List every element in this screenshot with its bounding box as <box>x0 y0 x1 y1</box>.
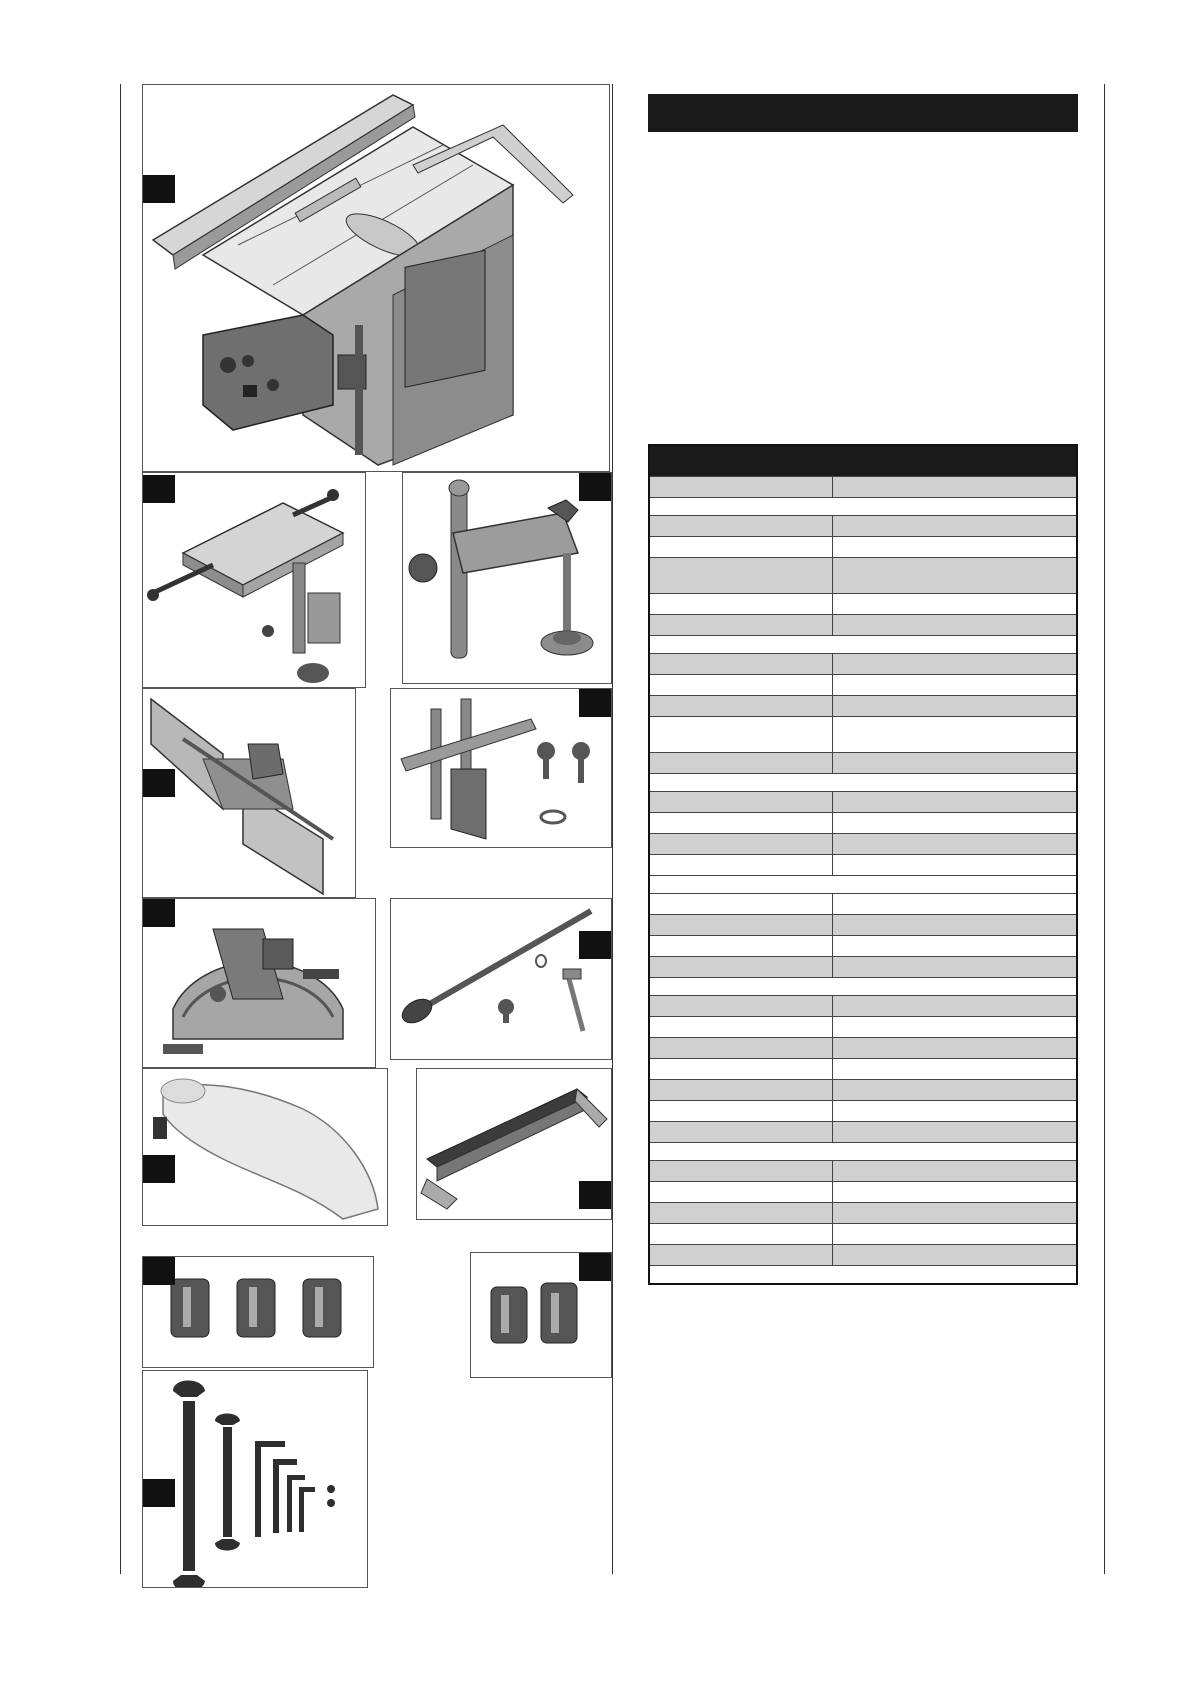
spec-row <box>650 1244 1076 1265</box>
spec-key <box>650 894 833 914</box>
panel-label-11 <box>579 1253 611 1281</box>
spec-key <box>650 675 833 695</box>
spec-row <box>650 1100 1076 1121</box>
panel-label-4 <box>143 769 175 797</box>
panel-label-3 <box>579 473 611 501</box>
spec-value <box>833 1224 1076 1244</box>
clamp-panel <box>402 472 612 684</box>
spec-table-title <box>650 446 1076 476</box>
spec-value <box>833 996 1076 1016</box>
column-divider-rule <box>612 84 613 1574</box>
spec-row <box>650 515 1076 536</box>
spec-key <box>650 996 833 1016</box>
spec-group-row <box>650 773 1076 791</box>
collets-two-panel <box>470 1252 612 1378</box>
spec-value <box>833 1203 1076 1223</box>
spec-value <box>833 1101 1076 1121</box>
spec-group-row <box>650 875 1076 893</box>
spec-key <box>650 537 833 557</box>
spec-row <box>650 614 1076 635</box>
spec-value <box>833 813 1076 833</box>
blade-guard-drawing <box>143 1069 387 1225</box>
panel-label-7 <box>579 931 611 959</box>
spec-value <box>833 1245 1076 1265</box>
spec-key <box>650 477 833 497</box>
specification-table <box>648 444 1078 1285</box>
spec-key <box>650 1017 833 1037</box>
spec-value <box>833 753 1076 773</box>
spec-value <box>833 654 1076 674</box>
section-title-bar <box>648 94 1078 132</box>
spec-key <box>650 696 833 716</box>
spec-row <box>650 695 1076 716</box>
spec-group-label <box>650 1143 1076 1160</box>
spec-key <box>650 1203 833 1223</box>
spec-key <box>650 1038 833 1058</box>
spec-value <box>833 834 1076 854</box>
spanners-and-hex-keys-drawing <box>143 1371 367 1587</box>
panel-label-6 <box>143 899 175 927</box>
spec-key <box>650 1101 833 1121</box>
spec-table-body <box>650 476 1076 1283</box>
spec-key <box>650 1245 833 1265</box>
spec-row <box>650 1016 1076 1037</box>
spec-group-row <box>650 635 1076 653</box>
spec-key <box>650 1122 833 1142</box>
spec-value <box>833 558 1076 593</box>
spec-key <box>650 516 833 536</box>
spec-group-label <box>650 636 1076 653</box>
spec-value <box>833 615 1076 635</box>
bracket-kit-drawing <box>391 689 611 847</box>
spec-row <box>650 812 1076 833</box>
spec-key <box>650 717 833 752</box>
spec-row <box>650 476 1076 497</box>
spec-row <box>650 914 1076 935</box>
spec-key <box>650 792 833 812</box>
spec-group-label <box>650 876 1076 893</box>
spec-row <box>650 557 1076 593</box>
spec-key <box>650 834 833 854</box>
long-fence-panel <box>416 1068 612 1220</box>
spec-key <box>650 1080 833 1100</box>
spec-row <box>650 1121 1076 1142</box>
spec-value <box>833 936 1076 956</box>
spec-value <box>833 915 1076 935</box>
spec-row <box>650 833 1076 854</box>
spec-row <box>650 674 1076 695</box>
tools-panel <box>142 1370 368 1588</box>
panel-label-9 <box>579 1181 611 1209</box>
panel-label-5 <box>579 689 611 717</box>
spec-row <box>650 653 1076 674</box>
spec-key <box>650 813 833 833</box>
sliding-table-drawing <box>143 473 365 687</box>
bracket-kit-panel <box>390 688 612 848</box>
spec-key <box>650 855 833 875</box>
spec-row <box>650 893 1076 914</box>
spec-value <box>833 717 1076 752</box>
spec-key <box>650 615 833 635</box>
rod-panel <box>390 898 612 1060</box>
spec-value <box>833 792 1076 812</box>
spec-value <box>833 537 1076 557</box>
panel-label-8 <box>143 1155 175 1183</box>
spec-group-label <box>650 498 1076 515</box>
spec-row <box>650 791 1076 812</box>
spec-row <box>650 854 1076 875</box>
spec-row <box>650 1202 1076 1223</box>
spec-key <box>650 1059 833 1079</box>
spec-group-row <box>650 1265 1076 1283</box>
spec-value <box>833 855 1076 875</box>
spec-value <box>833 477 1076 497</box>
spec-row <box>650 1037 1076 1058</box>
spec-value <box>833 516 1076 536</box>
spec-key <box>650 936 833 956</box>
spec-value <box>833 1122 1076 1142</box>
right-margin-rule <box>1104 84 1105 1574</box>
hold-down-clamp-drawing <box>403 473 611 683</box>
sliding-table-panel <box>142 472 366 688</box>
spec-row <box>650 752 1076 773</box>
spec-row <box>650 1223 1076 1244</box>
spec-row <box>650 1181 1076 1202</box>
spec-key <box>650 957 833 977</box>
spec-value <box>833 1038 1076 1058</box>
fence-panel <box>142 688 356 898</box>
spec-key <box>650 915 833 935</box>
combination-machine-drawing <box>143 85 609 471</box>
spec-value <box>833 675 1076 695</box>
spec-key <box>650 1182 833 1202</box>
mitre-gauge-panel <box>142 898 376 1068</box>
spec-row <box>650 1079 1076 1100</box>
spec-group-label <box>650 978 1076 995</box>
spec-value <box>833 1059 1076 1079</box>
spec-row <box>650 536 1076 557</box>
spec-group-row <box>650 497 1076 515</box>
intro-text <box>648 150 1078 430</box>
spec-value <box>833 696 1076 716</box>
three-collets-drawing <box>143 1257 373 1367</box>
spec-row <box>650 935 1076 956</box>
spec-key <box>650 558 833 593</box>
spec-key <box>650 1161 833 1181</box>
spec-group-row <box>650 977 1076 995</box>
spec-row <box>650 995 1076 1016</box>
spec-value <box>833 1080 1076 1100</box>
extension-rod-drawing <box>391 899 611 1059</box>
spec-key <box>650 594 833 614</box>
mitre-gauge-drawing <box>143 899 375 1067</box>
spec-group-row <box>650 1142 1076 1160</box>
spec-key <box>650 654 833 674</box>
machine-illustration-panel <box>142 84 610 472</box>
spec-row <box>650 716 1076 752</box>
collets-three-panel <box>142 1256 374 1368</box>
spec-value <box>833 894 1076 914</box>
panel-label-10 <box>143 1257 175 1285</box>
spec-value <box>833 1161 1076 1181</box>
spec-row <box>650 593 1076 614</box>
spec-key <box>650 753 833 773</box>
spec-row <box>650 956 1076 977</box>
spec-group-label <box>650 1266 1076 1283</box>
spec-row <box>650 1160 1076 1181</box>
blade-guard-panel <box>142 1068 388 1226</box>
spec-value <box>833 957 1076 977</box>
spec-value <box>833 594 1076 614</box>
spec-value <box>833 1182 1076 1202</box>
spec-row <box>650 1058 1076 1079</box>
spec-key <box>650 1224 833 1244</box>
left-margin-rule <box>120 84 121 1574</box>
spec-group-label <box>650 774 1076 791</box>
spec-value <box>833 1017 1076 1037</box>
panel-label-1 <box>143 175 175 203</box>
panel-label-2 <box>143 475 175 503</box>
panel-label-12 <box>143 1479 175 1507</box>
